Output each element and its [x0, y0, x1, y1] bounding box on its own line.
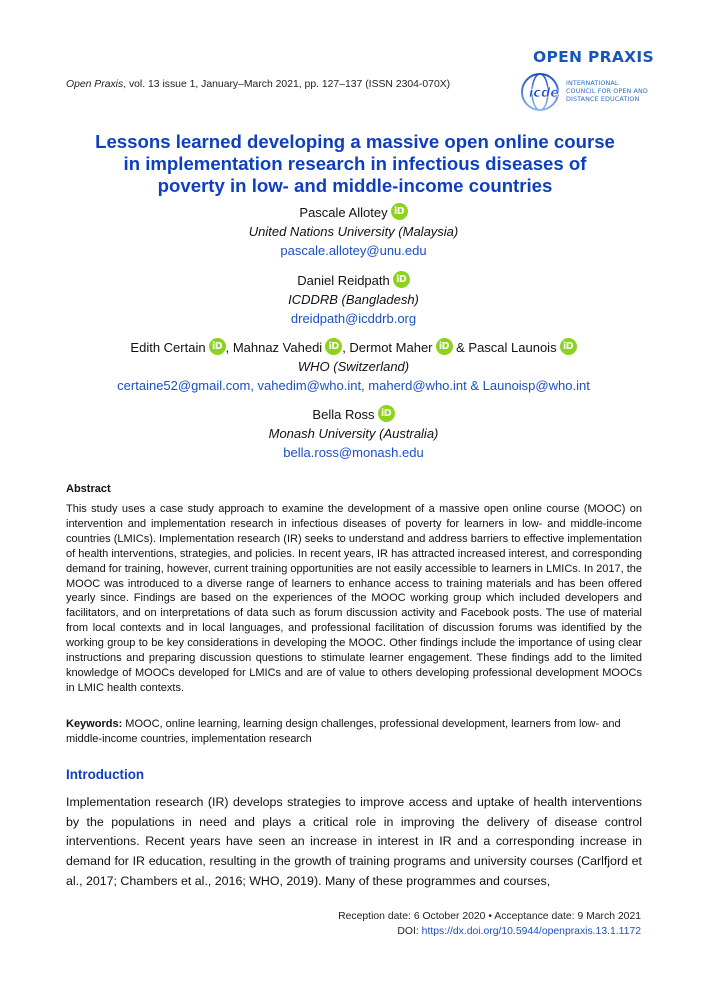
author-separator: & — [452, 340, 469, 355]
orcid-icon[interactable]: iD — [393, 271, 410, 288]
orcid-icon[interactable]: iD — [436, 338, 453, 355]
author-email-link[interactable]: dreidpath@icddrb.org — [290, 311, 417, 326]
author-block — [40, 271, 667, 328]
keywords-text: MOOC, online learning, learning design challenges, professional development, learners from low- and middle-income countries, implementation research — [66, 718, 621, 745]
author-name: Mahnaz Vahedi — [232, 340, 323, 355]
title-line: poverty in low- and middle-income countries — [157, 175, 553, 196]
journal-name: Open Praxis — [66, 79, 124, 90]
author-affiliation: United Nations University (Malaysia) — [248, 224, 459, 239]
article-title — [60, 131, 650, 197]
author-name: Dermot Maher — [349, 340, 433, 355]
keywords — [66, 717, 642, 747]
author-email-link[interactable]: bella.ross@monash.edu — [283, 445, 424, 460]
author-affiliation: ICDDRB (Bangladesh) — [288, 292, 419, 307]
page-footer — [338, 909, 641, 939]
logo-title: OPEN PRAXIS — [533, 48, 654, 66]
logo-org-name — [566, 79, 648, 103]
orcid-icon[interactable]: iD — [391, 203, 408, 220]
author-email-link[interactable]: certaine52@gmail.com, vahedim@who.int, maherd@who.int & Launoisp@who.int — [117, 378, 590, 393]
orcid-icon[interactable]: iD — [560, 338, 577, 355]
orcid-icon[interactable]: iD — [325, 338, 342, 355]
introduction-body: Implementation research (IR) develops strategies to improve access and uptake of health interventions by the populations in need and plays a critical role in improving the delivery of disease control interventions. Recent years have seen an increase in interest in IR and a corresponding increase in demand for IR education, resulting in the growth of training programs and university courses (Carlfjord et al., 2017; Chambers et al., 2016; WHO, 2019). Many of these programmes and courses, — [66, 795, 642, 888]
author-name: Daniel Reidpath — [297, 273, 390, 288]
logo-org-line: COUNCIL FOR OPEN AND — [566, 87, 648, 95]
abstract-body: This study uses a case study approach to examine the development of a massive open online course (MOOC) on intervention and implementation research in infectious diseases of poverty for learners in low- and middle-income countries (LMICs). Implementation research (IR) seeks to understand and address barriers to effective implementation of health interventions, strategies, and policies. In recent years, IR has attracted increased interest, and corresponding demand for training, however, current training opportunities are not easily accessible to learners in LMICs. In 2017, the MOOC was introduced to a diverse range of learners to enhance access to training materials and has been offered yearly since. Findings are based on the experiences of the MOOC working group which included developers and facilitators, and on interpretations of data such as forum discussion activity and Facebook posts. The use of material from local contexts and in local languages, and professional facilitation of discussion forums was identified by the working group to be key considerations in developing the MOOC. Other findings include the importance of using clear instructions and preparing discussion questions to stimulate learner engagement. These findings add to the limited knowledge of MOOCs developed for LMICs and are of value to others developing professional development MOOCs in LMIC health contexts. — [66, 503, 642, 694]
keywords-label: Keywords: — [66, 718, 123, 730]
author-name: Pascal Launois — [468, 340, 557, 355]
title-line: Lessons learned developing a massive open online course — [95, 131, 615, 152]
author-affiliation: WHO (Switzerland) — [297, 359, 410, 374]
author-email-link[interactable]: pascale.allotey@unu.edu — [280, 243, 427, 258]
abstract-heading: Abstract — [66, 483, 111, 495]
orcid-icon[interactable]: iD — [209, 338, 226, 355]
author-block — [40, 203, 667, 260]
doi-label: DOI: — [397, 926, 422, 937]
doi-link[interactable]: https://dx.doi.org/10.5944/openpraxis.13.1.1172 — [421, 926, 641, 937]
logo-org-line: DISTANCE EDUCATION — [566, 95, 640, 103]
logo-org-line: INTERNATIONAL — [566, 79, 619, 87]
orcid-icon[interactable]: iD — [378, 405, 395, 422]
open-praxis-logo — [518, 48, 668, 114]
author-name: Edith Certain — [130, 340, 206, 355]
journal-reference — [66, 79, 450, 90]
author-separator: , — [225, 340, 233, 355]
introduction-heading: Introduction — [66, 767, 145, 782]
author-name: Bella Ross — [312, 407, 375, 422]
author-name: Pascale Allotey — [299, 205, 388, 220]
title-line: in implementation research in infectious diseases of — [123, 153, 587, 174]
author-separator: , — [342, 340, 350, 355]
logo-globe-text: icde — [528, 86, 560, 101]
author-affiliation: Monash University (Australia) — [268, 426, 439, 441]
author-block — [40, 405, 667, 462]
author-block — [40, 338, 667, 395]
submission-dates: Reception date: 6 October 2020 • Acceptance date: 9 March 2021 — [338, 911, 641, 922]
journal-details: , vol. 13 issue 1, January–March 2021, pp. 127–137 (ISSN 2304-070X) — [123, 79, 451, 90]
icde-globe-icon — [520, 72, 566, 112]
